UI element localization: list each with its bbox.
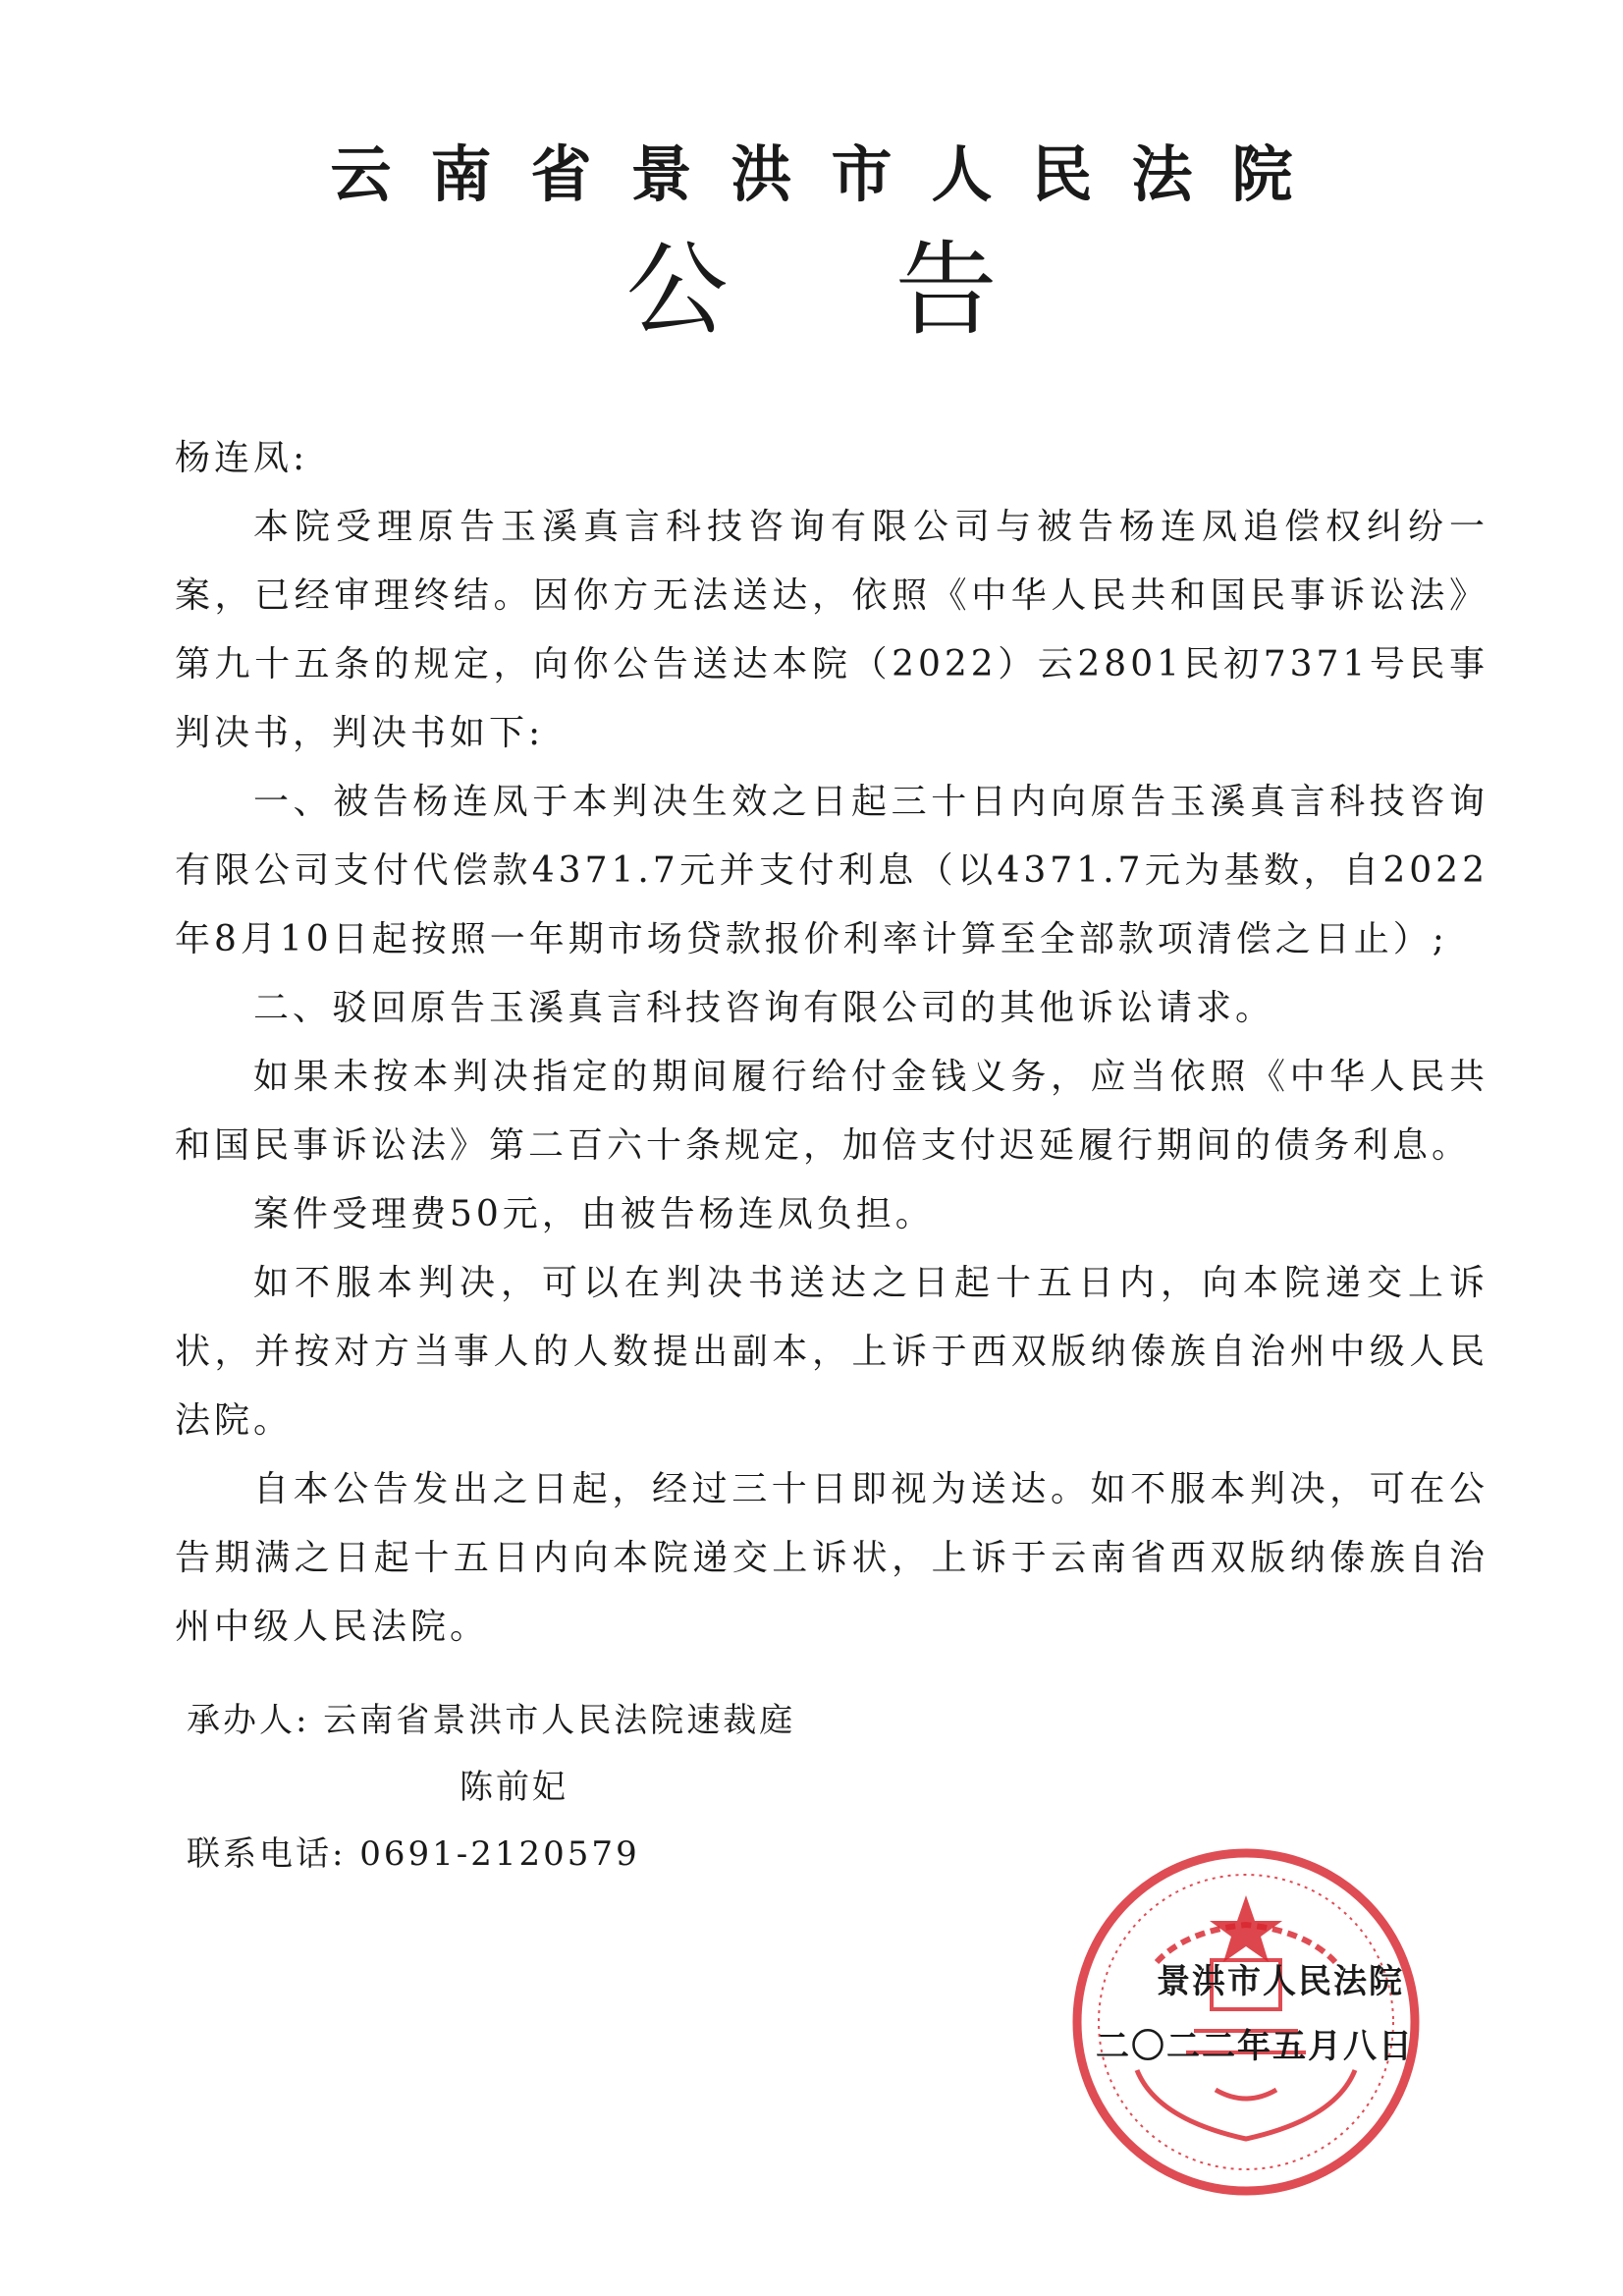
- announcement-body: [175, 424, 1488, 1662]
- announcement-title: 公告: [625, 230, 1164, 350]
- issuing-court: 景洪市人民法院: [1157, 1962, 1404, 2001]
- paragraph-judgment-item-1: 一、被告杨连凤于本判决生效之日起三十日内向原告玉溪真言科技咨询有限公司支付代偿款4371.7元并支付利息（以4371.7元为基数，自2022年8月10日起按照一年期市场贷款报价利率计算至全部款项清偿之日止）;: [175, 782, 1488, 959]
- court-name-heading: 云南省景洪市人民法院: [330, 138, 1332, 210]
- signoff-block: [187, 1687, 795, 1887]
- contact-phone: 联系电话: 0691-2120579: [187, 1834, 640, 1874]
- addressee: 杨连凤:: [175, 438, 309, 478]
- issue-date: 二〇二二年五月八日: [1096, 2027, 1414, 2066]
- paragraph-case-fee: 案件受理费50元，由被告杨连凤负担。: [253, 1194, 935, 1234]
- handler-line: 承办人: 云南省景洪市人民法院速裁庭: [187, 1701, 796, 1740]
- paragraph-case-intro: 本院受理原告玉溪真言科技咨询有限公司与被告杨连凤追偿权纠纷一案，已经审理终结。因你方无法送达，依照《中华人民共和国民事诉讼法》第九十五条的规定，向你公告送达本院（2022）云2801民初7371号民事判决书，判决书如下:: [175, 507, 1488, 753]
- paragraph-appeal-notice: 如不服本判决，可以在判决书送达之日起十五日内，向本院递交上诉状，并按对方当事人的人数提出副本，上诉于西双版纳傣族自治州中级人民法院。: [175, 1263, 1488, 1441]
- paragraph-service-notice: 自本公告发出之日起，经过三十日即视为送达。如不服本判决，可在公告期满之日起十五日内向本院递交上诉状，上诉于云南省西双版纳傣族自治州中级人民法院。: [175, 1469, 1488, 1647]
- paragraph-judgment-item-2: 二、驳回原告玉溪真言科技咨询有限公司的其他诉讼请求。: [253, 988, 1275, 1028]
- paragraph-late-performance: 如果未按本判决指定的期间履行给付金钱义务，应当依照《中华人民共和国民事诉讼法》第二百六十条规定，加倍支付迟延履行期间的债务利息。: [175, 1057, 1488, 1166]
- issuer-block: [1041, 1949, 1434, 2079]
- judge-name: 陈前妃: [460, 1768, 568, 1807]
